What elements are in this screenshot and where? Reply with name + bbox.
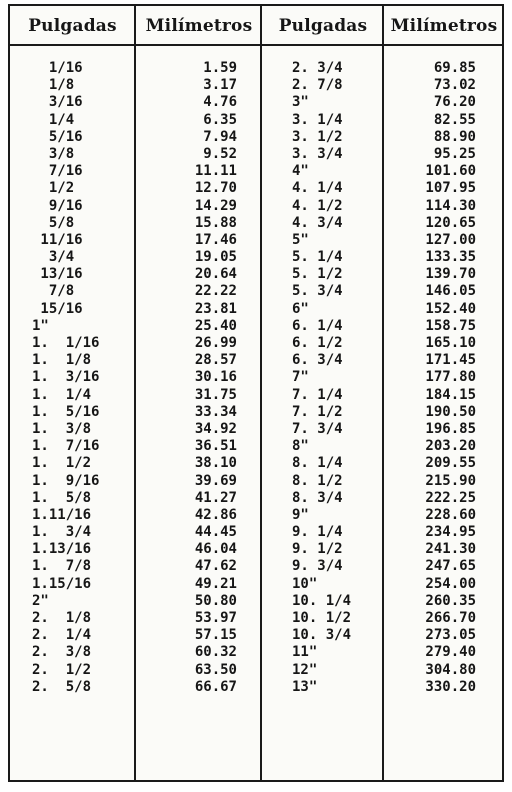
header-pulgadas-right: Pulgadas xyxy=(278,16,368,36)
millimeter-value: 133.35 xyxy=(425,249,476,266)
millimeter-value: 158.75 xyxy=(425,317,476,334)
millimeter-value: 190.50 xyxy=(425,403,476,420)
inch-value: 1. 1/16 xyxy=(32,335,100,351)
inch-value: 1.13/16 xyxy=(32,541,92,558)
column-divider xyxy=(134,6,136,780)
header-milimetros-right: Milímetros xyxy=(390,16,498,36)
inch-value: 6. 1/4 xyxy=(292,317,343,334)
inch-value: 5" xyxy=(292,231,309,248)
inch-value: 1. 3/8 xyxy=(32,420,92,437)
column-left-inches xyxy=(32,60,132,696)
inch-value: 7/8 xyxy=(32,283,75,300)
inch-value: 10. 1/2 xyxy=(292,610,352,626)
millimeter-value: 60.32 xyxy=(194,644,237,661)
inch-value: 11/16 xyxy=(32,231,83,248)
millimeter-value: 30.16 xyxy=(194,369,237,386)
inch-value: 1/8 xyxy=(32,77,75,94)
millimeter-value: 266.70 xyxy=(425,610,476,626)
millimeter-value: 215.90 xyxy=(425,472,476,489)
millimeter-value: 49.21 xyxy=(194,575,237,592)
millimeter-value: 44.45 xyxy=(194,524,237,541)
millimeter-value: 53.97 xyxy=(194,610,237,626)
inch-value: 1. 1/2 xyxy=(32,455,92,472)
inch-value: 1. 1/8 xyxy=(32,352,92,369)
millimeter-value: 120.65 xyxy=(425,214,476,231)
millimeter-value: 57.15 xyxy=(194,627,237,644)
inch-value: 2. 1/8 xyxy=(32,610,92,626)
millimeter-value: 14.29 xyxy=(194,197,237,214)
millimeter-value: 66.67 xyxy=(194,678,237,695)
inch-value: 8. 1/4 xyxy=(292,455,343,472)
column-right-millimeters xyxy=(386,60,476,696)
millimeter-value: 36.51 xyxy=(194,438,237,455)
inch-value: 3. 1/4 xyxy=(292,111,343,128)
millimeter-value: 46.04 xyxy=(194,541,237,558)
inch-value: 2. 7/8 xyxy=(292,77,343,94)
inch-value: 11" xyxy=(292,644,318,661)
inch-value: 8. 3/4 xyxy=(292,489,343,506)
inch-value: 3/4 xyxy=(32,249,75,266)
inch-value: 13" xyxy=(292,678,318,695)
inch-value: 1/16 xyxy=(32,60,83,76)
inch-value: 1. 7/8 xyxy=(32,558,92,575)
millimeter-value: 73.02 xyxy=(433,77,476,94)
millimeter-value: 260.35 xyxy=(425,592,476,609)
inch-value: 1. 3/16 xyxy=(32,369,100,386)
millimeter-value: 31.75 xyxy=(194,386,237,403)
inch-value: 1. 9/16 xyxy=(32,472,100,489)
millimeter-value: 254.00 xyxy=(425,575,476,592)
millimeter-value: 38.10 xyxy=(194,455,237,472)
millimeter-value: 22.22 xyxy=(194,283,237,300)
inch-value: 1. 3/4 xyxy=(32,524,92,541)
millimeter-value: 15.88 xyxy=(194,214,237,231)
millimeter-value: 76.20 xyxy=(433,94,476,111)
inch-value: 1. 7/16 xyxy=(32,438,100,455)
inch-value: 6. 3/4 xyxy=(292,352,343,369)
inch-value: 5. 1/4 xyxy=(292,249,343,266)
inch-value: 2. 1/2 xyxy=(32,661,92,678)
inch-value: 9/16 xyxy=(32,197,83,214)
millimeter-value: 9.52 xyxy=(203,145,237,162)
millimeter-value: 247.65 xyxy=(425,558,476,575)
millimeter-value: 241.30 xyxy=(425,541,476,558)
millimeter-value: 196.85 xyxy=(425,420,476,437)
inch-value: 1" xyxy=(32,317,49,334)
inch-value: 13/16 xyxy=(32,266,83,283)
inch-value: 1. 5/8 xyxy=(32,489,92,506)
millimeter-value: 50.80 xyxy=(194,592,237,609)
millimeter-value: 184.15 xyxy=(425,386,476,403)
inch-value: 3" xyxy=(292,94,309,111)
millimeter-value: 34.92 xyxy=(194,420,237,437)
millimeter-value: 19.05 xyxy=(194,249,237,266)
inch-value: 5/16 xyxy=(32,128,83,145)
millimeter-value: 304.80 xyxy=(425,661,476,678)
millimeter-value: 82.55 xyxy=(433,111,476,128)
column-left-millimeters xyxy=(140,60,237,696)
millimeter-value: 209.55 xyxy=(425,455,476,472)
inch-value: 3/16 xyxy=(32,94,83,111)
millimeter-value: 69.85 xyxy=(433,60,476,76)
inch-value: 1. 5/16 xyxy=(32,403,100,420)
inch-value: 3. 1/2 xyxy=(292,128,343,145)
millimeter-value: 171.45 xyxy=(425,352,476,369)
millimeter-value: 146.05 xyxy=(425,283,476,300)
inch-value: 9. 3/4 xyxy=(292,558,343,575)
millimeter-value: 39.69 xyxy=(194,472,237,489)
millimeter-value: 279.40 xyxy=(425,644,476,661)
inch-value: 4. 3/4 xyxy=(292,214,343,231)
inch-value: 10" xyxy=(292,575,318,592)
millimeter-value: 63.50 xyxy=(194,661,237,678)
inch-value: 1. 1/4 xyxy=(32,386,92,403)
millimeter-value: 6.35 xyxy=(203,111,237,128)
inch-value: 2. 1/4 xyxy=(32,627,92,644)
millimeter-value: 20.64 xyxy=(194,266,237,283)
inch-value: 9" xyxy=(292,506,309,523)
inch-value: 4" xyxy=(292,163,309,180)
millimeter-value: 88.90 xyxy=(433,128,476,145)
millimeter-value: 17.46 xyxy=(194,231,237,248)
millimeter-value: 330.20 xyxy=(425,678,476,695)
millimeter-value: 273.05 xyxy=(425,627,476,644)
millimeter-value: 152.40 xyxy=(425,300,476,317)
millimeter-value: 23.81 xyxy=(194,300,237,317)
millimeter-value: 234.95 xyxy=(425,524,476,541)
millimeter-value: 25.40 xyxy=(194,317,237,334)
millimeter-value: 28.57 xyxy=(194,352,237,369)
inch-value: 5/8 xyxy=(32,214,75,231)
millimeter-value: 107.95 xyxy=(425,180,476,197)
millimeter-value: 165.10 xyxy=(425,335,476,351)
inch-value: 3/8 xyxy=(32,145,75,162)
inch-value: 8. 1/2 xyxy=(292,472,343,489)
column-divider xyxy=(382,6,384,780)
inch-value: 4. 1/4 xyxy=(292,180,343,197)
inch-value: 12" xyxy=(292,661,318,678)
millimeter-value: 228.60 xyxy=(425,506,476,523)
inch-value: 2" xyxy=(32,592,49,609)
millimeter-value: 26.99 xyxy=(194,335,237,351)
millimeter-value: 3.17 xyxy=(203,77,237,94)
millimeter-value: 41.27 xyxy=(194,489,237,506)
inch-value: 7. 3/4 xyxy=(292,420,343,437)
inch-value: 1/2 xyxy=(32,180,75,197)
millimeter-value: 12.70 xyxy=(194,180,237,197)
millimeter-value: 7.94 xyxy=(203,128,237,145)
inch-value: 9. 1/2 xyxy=(292,541,343,558)
inch-value: 7. 1/4 xyxy=(292,386,343,403)
inch-value: 2. 5/8 xyxy=(32,678,92,695)
millimeter-value: 101.60 xyxy=(425,163,476,180)
inch-value: 4. 1/2 xyxy=(292,197,343,214)
inch-value: 6" xyxy=(292,300,309,317)
inch-value: 15/16 xyxy=(32,300,83,317)
millimeter-value: 47.62 xyxy=(194,558,237,575)
inch-value: 10. 3/4 xyxy=(292,627,352,644)
inch-value: 10. 1/4 xyxy=(292,592,352,609)
inch-value: 1.11/16 xyxy=(32,506,92,523)
inch-value: 9. 1/4 xyxy=(292,524,343,541)
inch-value: 7. 1/2 xyxy=(292,403,343,420)
conversion-table xyxy=(8,4,504,782)
inch-value: 7" xyxy=(292,369,309,386)
millimeter-value: 11.11 xyxy=(194,163,237,180)
inch-value: 5. 3/4 xyxy=(292,283,343,300)
millimeter-value: 139.70 xyxy=(425,266,476,283)
inch-value: 6. 1/2 xyxy=(292,335,343,351)
inch-value: 5. 1/2 xyxy=(292,266,343,283)
inch-value: 7/16 xyxy=(32,163,83,180)
inch-value: 3. 3/4 xyxy=(292,145,343,162)
table-header xyxy=(10,6,502,46)
millimeter-value: 33.34 xyxy=(194,403,237,420)
millimeter-value: 177.80 xyxy=(425,369,476,386)
millimeter-value: 203.20 xyxy=(425,438,476,455)
column-right-inches xyxy=(292,60,380,696)
millimeter-value: 1.59 xyxy=(203,60,237,76)
header-pulgadas-left: Pulgadas xyxy=(28,16,117,36)
millimeter-value: 4.76 xyxy=(203,94,237,111)
inch-value: 2. 3/8 xyxy=(32,644,92,661)
column-divider xyxy=(260,6,262,780)
millimeter-value: 42.86 xyxy=(194,506,237,523)
inch-value: 8" xyxy=(292,438,309,455)
millimeter-value: 222.25 xyxy=(425,489,476,506)
inch-value: 1/4 xyxy=(32,111,75,128)
inch-value: 2. 3/4 xyxy=(292,60,343,76)
millimeter-value: 95.25 xyxy=(433,145,476,162)
inch-value: 1.15/16 xyxy=(32,575,92,592)
millimeter-value: 127.00 xyxy=(425,231,476,248)
millimeter-value: 114.30 xyxy=(425,197,476,214)
header-milimetros-left: Milímetros xyxy=(145,16,253,36)
